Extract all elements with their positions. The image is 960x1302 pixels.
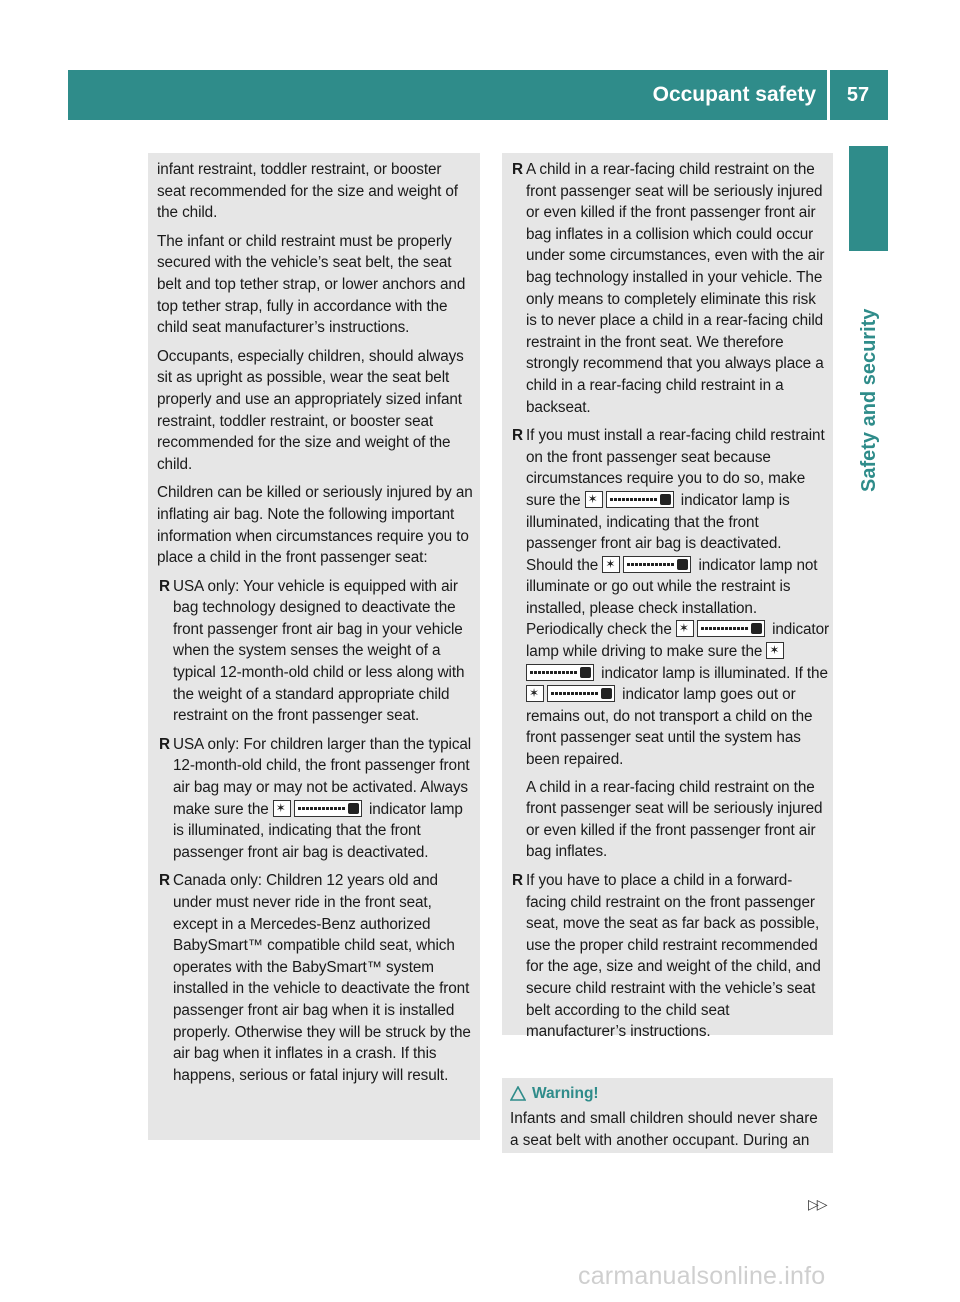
bullet-text: If you have to place a child in a forward-facing child restraint on the front passenger seat, move the seat as far back as possible, use the proper child restraint recommended for the age, size and weight of the child, and secure child restraint with the vehicle’s seat belt according to the child seat manufacturer’s instructions.: [526, 872, 821, 1041]
warning-heading-text: Warning!: [532, 1085, 599, 1102]
child-seat-icon: [602, 556, 620, 573]
bullet-mark: R: [512, 872, 523, 889]
bullet-mark: R: [159, 577, 170, 595]
chapter-tab: [849, 146, 888, 251]
bullet-item: [510, 870, 829, 1043]
header-bar: [68, 70, 888, 120]
pass-air-bag-off-icon: [547, 685, 615, 702]
header-separator: [827, 70, 830, 120]
bullet-text: indicator lamp is illuminated, indicating that the front passenger front air bag is deactivated. Should the: [526, 491, 790, 574]
watermark: carmanualsonline.info: [578, 1262, 826, 1290]
warning-heading: [510, 1083, 599, 1105]
bullet-text: If you must install a rear-facing child restraint on the front passenger seat because circumstances require you to do so, make sure the: [526, 427, 825, 509]
warning-box: [502, 1078, 833, 1153]
bullet-item: [157, 870, 474, 1086]
left-column: [148, 153, 480, 1140]
pass-air-bag-off-icon: [526, 664, 594, 681]
child-seat-icon: [585, 491, 603, 508]
bullet-text: A child in a rear-facing child restraint on the front passenger seat will be seriously injured or even killed if the front passenger front air bag inflates in a collision which could occur under some circumstances, even with the air bag technology installed in your vehicle. The only means to completely eliminate this risk is to never place a child in a rear-facing child restraint in the front seat. We therefore strongly recommend that you always place a child in a rear-facing child restraint in a backseat.: [526, 161, 825, 416]
warning-text: Infants and small children should never share a seat belt with another occupant. During an: [510, 1110, 818, 1149]
child-seat-icon: [766, 642, 784, 659]
paragraph: The infant or child restraint must be properly secured with the vehicle’s seat belt, the seat belt and top tether strap, or lower anchors and top tether strap, fully in accordance with the child seat manufacturer’s instructions.: [157, 232, 466, 337]
paragraph: Children can be killed or seriously injured by an inflating air bag. Note the following important information when circumstances require you to place a child in the front passenger seat:: [157, 484, 473, 567]
child-seat-icon: [676, 620, 694, 637]
pass-air-bag-off-icon: [294, 800, 362, 817]
bullet-text: indicator lamp while driving to make sure the: [526, 621, 829, 661]
bullet-item: [510, 159, 829, 418]
bullet-item: [510, 425, 829, 863]
pass-air-bag-off-icon: [623, 556, 691, 573]
pass-air-bag-off-icon: [606, 491, 674, 508]
page-number: 57: [846, 84, 870, 106]
bullet-mark: R: [159, 872, 170, 890]
bullet-text: indicator lamp not illuminate or go out while the restraint is installed, please check installation. Periodically check the: [526, 556, 818, 639]
section-title: Occupant safety: [652, 83, 816, 106]
bullet-item: [157, 576, 474, 727]
bullet-text: USA only: For children larger than the typical 12-month-old child, the front passenger front air bag may or may not be activated. Always make sure the: [173, 735, 472, 818]
bullet-text: indicator lamp is illuminated. If the: [601, 664, 828, 682]
bullet-mark: R: [512, 161, 523, 178]
right-column: [502, 153, 833, 1041]
bullet-text: Canada only: Children 12 years old and under must never ride in the front seat, except in a Mercedes-Benz authorized BabySmart™ compatible child seat, which operates with the BabySmart™ system installed in the vehicle to deactivate the front passenger front air bag when it is installed properly. Otherwise they will be struck by the air bag when it inflates in a crash. If this happens, serious or fatal injury will result.: [173, 872, 471, 1084]
bullet-subparagraph: A child in a rear-facing child restraint on the front passenger seat will be seriously injured or even killed if the front passenger front air bag inflates.: [526, 778, 823, 861]
child-seat-icon: [526, 685, 544, 702]
paragraph: infant restraint, toddler restraint, or booster seat recommended for the size and weight of the child.: [157, 161, 458, 222]
bullet-text: indicator lamp is illuminated, indicating that the front passenger front air bag is deactivated.: [173, 800, 463, 861]
child-seat-icon: [273, 800, 291, 817]
continue-arrows-icon: ▷▷: [808, 1196, 826, 1212]
warning-triangle-icon: [510, 1086, 526, 1101]
bullet-mark: R: [159, 735, 170, 753]
bullet-text: indicator lamp goes out or remains out, do not transport a child on the front passenger seat until the system has been repaired.: [526, 686, 813, 769]
chapter-label: Safety and security: [858, 308, 880, 492]
bullet-text: USA only: Your vehicle is equipped with air bag technology designed to deactivate the front passenger front air bag in your vehicle when the system senses the weight of a typical 12-month-old child or less along with the weight of a standard appropriate child restraint on the front passenger seat.: [173, 577, 465, 725]
pass-air-bag-off-icon: [697, 620, 765, 637]
bullet-item: [157, 734, 474, 864]
bullet-mark: R: [512, 427, 523, 445]
paragraph: Occupants, especially children, should always sit as upright as possible, wear the seat belt properly and use an appropriately sized infant restraint, toddler restraint, or booster seat recommended for the size and weight of the child.: [157, 347, 464, 473]
